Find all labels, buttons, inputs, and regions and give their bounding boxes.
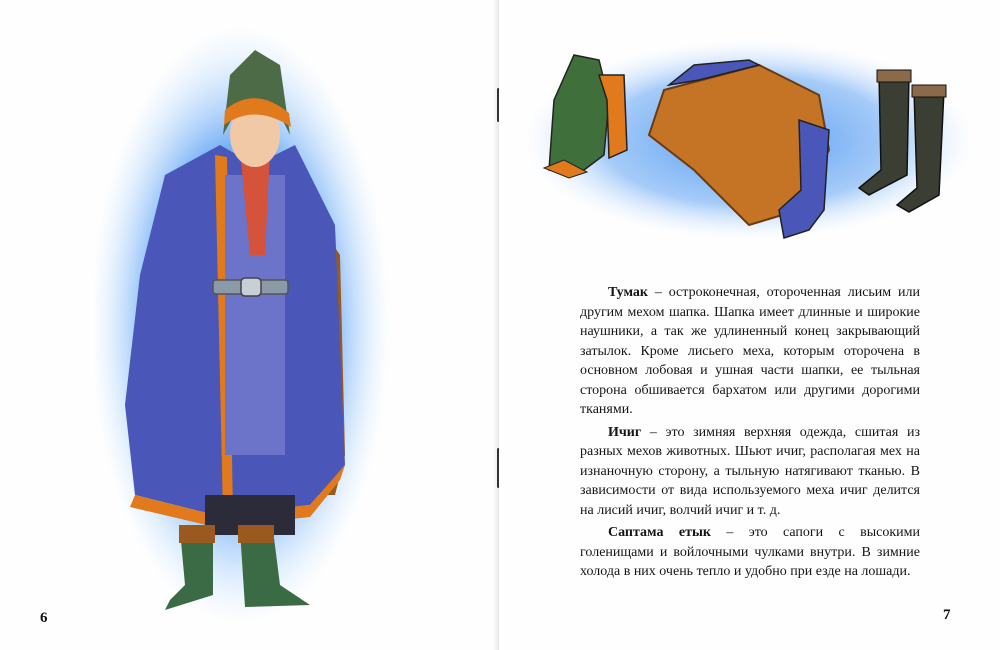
left-boot-cuff [179, 525, 215, 543]
right-boot-cuff [238, 525, 274, 543]
term-tumak: Тумак [608, 285, 648, 300]
paragraph-saptama-etyk [580, 523, 920, 582]
paragraph-tumak [580, 283, 920, 420]
definition-tumak: – остроконечная, отороченная лисьим или другим мехом шапка. Шапка имеет длинные и широкие наушники, а так же удлиненный конец закрывающий затылок. Кроме лисьего меха, которым оторочена в основном лобовая и ушная части шапки, ее тыльная сторона обшивается бархатом или другими дорогими тканями. [580, 285, 920, 417]
man-in-fur-coat-illustration [95, 25, 395, 625]
left-page [0, 0, 499, 650]
term-saptama-etyk: Саптама етык [608, 525, 711, 540]
page-number-right: 7 [943, 607, 951, 623]
clothing-items-illustration [529, 40, 969, 250]
page-number-left: 6 [40, 610, 48, 626]
definition-ichig: – это зимняя верхняя одежда, сшитая из разных мехов животных. Шьют ичиг, располагая мех на изнаночную сторону, а тыльную натягивают тканью. В зависимости от вида используемого меха ичиг делится на лисий ичиг, волчий ичиг и т. д. [580, 424, 920, 518]
term-ichig: Ичиг [608, 424, 642, 440]
definition-saptama-etyk: – это сапоги с высокими голенищами и войлочными чулками внутри. В зимние холода в них очень тепло и удобно при езде на лошади. [580, 525, 920, 579]
article-text [580, 283, 920, 585]
paragraph-ichig [580, 423, 920, 521]
belt-buckle [241, 278, 261, 296]
